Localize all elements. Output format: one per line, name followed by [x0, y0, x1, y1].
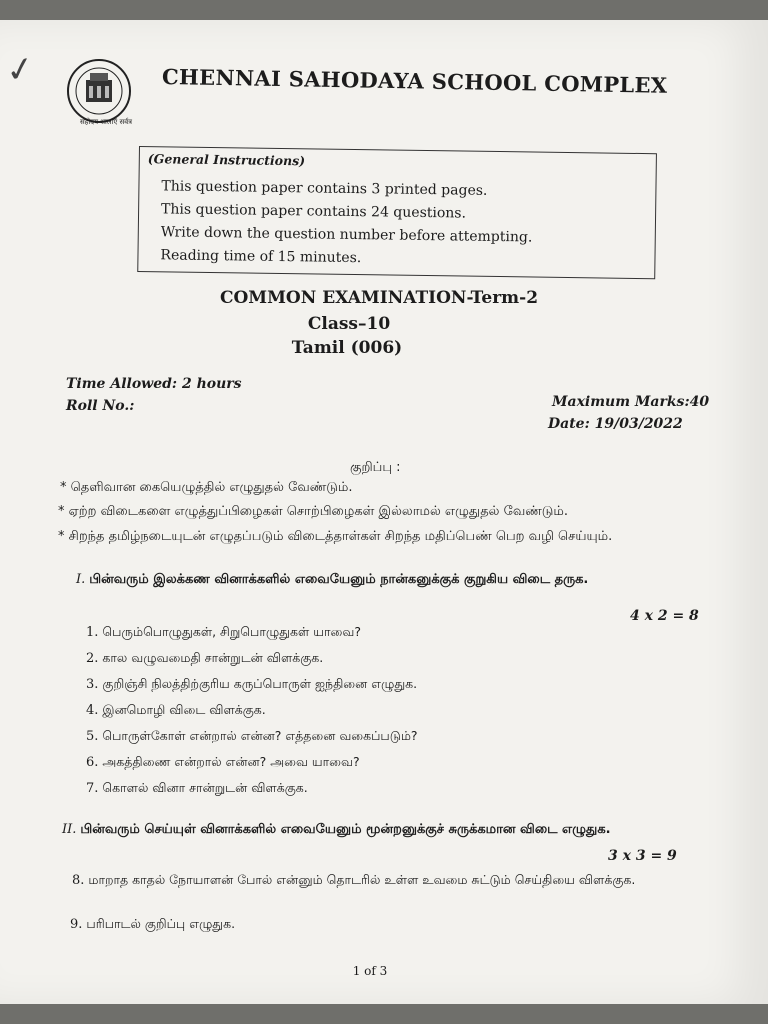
- general-instructions-box: [137, 146, 657, 279]
- section-1-heading: [76, 572, 686, 588]
- exam-date: Date: 19/03/2022: [548, 416, 683, 432]
- section-2-number: II.: [62, 822, 77, 837]
- notes-heading: குறிப்பு :: [350, 460, 401, 475]
- question-item: 8. மாறாத காதல் நோயாளன் போல் என்னும் தொடரில் உள்ள உவமை சுட்டும் செய்தியை விளக்குக.: [72, 872, 636, 888]
- instruction-item: This question paper contains 24 questions.: [161, 201, 467, 222]
- question-item: 7. கொளல் வினா சான்றுடன் விளக்குக.: [86, 780, 308, 796]
- instruction-item: Reading time of 15 minutes.: [160, 247, 362, 267]
- exam-subject: Tamil (006): [291, 338, 403, 358]
- question-item: 2. கால வழுவமைதி சான்றுடன் விளக்குக.: [86, 650, 324, 666]
- section-1-number: I.: [76, 572, 86, 587]
- time-allowed: Time Allowed: 2 hours: [66, 376, 242, 392]
- question-item: 6. அகத்திணை என்றால் என்ன? அவை யாவை?: [86, 754, 360, 770]
- maximum-marks: Maximum Marks:40: [552, 394, 710, 410]
- instructions-list: [160, 175, 533, 272]
- section-2-text: பின்வரும் செய்யுள் வினாக்களில் எவையேனும் மூன்றனுக்குச் சுருக்கமான விடை எழுதுக.: [80, 822, 611, 837]
- instructions-heading: (General Instructions): [147, 151, 306, 169]
- section-1-text: பின்வரும் இலக்கண வினாக்களில் எவையேனும் நான்கனுக்குக் குறுகிய விடை தருக.: [89, 572, 589, 587]
- note-item: * சிறந்த தமிழ்நடையுடன் எழுதப்படும் விடைத்தாள்கள் சிறந்த மதிப்பெண் பெற வழி செய்யும்.: [58, 529, 613, 544]
- exam-title: COMMON EXAMINATION-Term-2: [219, 288, 539, 308]
- question-item: 1. பெரும்பொழுதுகள், சிறுபொழுதுகள் யாவை?: [86, 624, 361, 640]
- section-1-marks: 4 x 2 = 8: [630, 608, 699, 624]
- section-2-heading: [62, 820, 674, 839]
- question-item: 9. பரிபாடல் குறிப்பு எழுதுக.: [70, 916, 236, 932]
- page-number: 1 of 3: [352, 964, 388, 978]
- note-item: * தெளிவான கையெழுத்தில் எழுதுதல் வேண்டும்.: [60, 480, 353, 495]
- note-item: * ஏற்ற விடைகளை எழுத்துப்பிழைகள் சொற்பிழைகள் இல்லாமல் எழுதுதல் வேண்டும்.: [58, 504, 569, 519]
- instruction-item: Write down the question number before attempting.: [160, 224, 533, 246]
- school-logo-icon: [66, 58, 132, 124]
- instruction-item: This question paper contains 3 printed pages.: [161, 178, 488, 199]
- roll-number-label: Roll No.:: [66, 398, 135, 414]
- question-item: 4. இனமொழி விடை விளக்குக.: [86, 702, 266, 718]
- section-2-marks: 3 x 3 = 9: [608, 848, 677, 864]
- school-name: CHENNAI SAHODAYA SCHOOL COMPLEX: [161, 64, 668, 98]
- exam-class: Class–10: [307, 314, 391, 334]
- logo-caption: सहोदय शालाएँ सर्वत्र: [80, 118, 132, 126]
- question-item: 5. பொருள்கோள் என்றால் என்ன? எத்தனை வகைப்படும்?: [86, 728, 418, 744]
- question-item: 3. குறிஞ்சி நிலத்திற்குரிய கருப்பொருள் ஐந்தினை எழுதுக.: [86, 676, 418, 692]
- tick-mark-icon: ✓: [2, 47, 38, 93]
- exam-paper: [0, 20, 768, 1004]
